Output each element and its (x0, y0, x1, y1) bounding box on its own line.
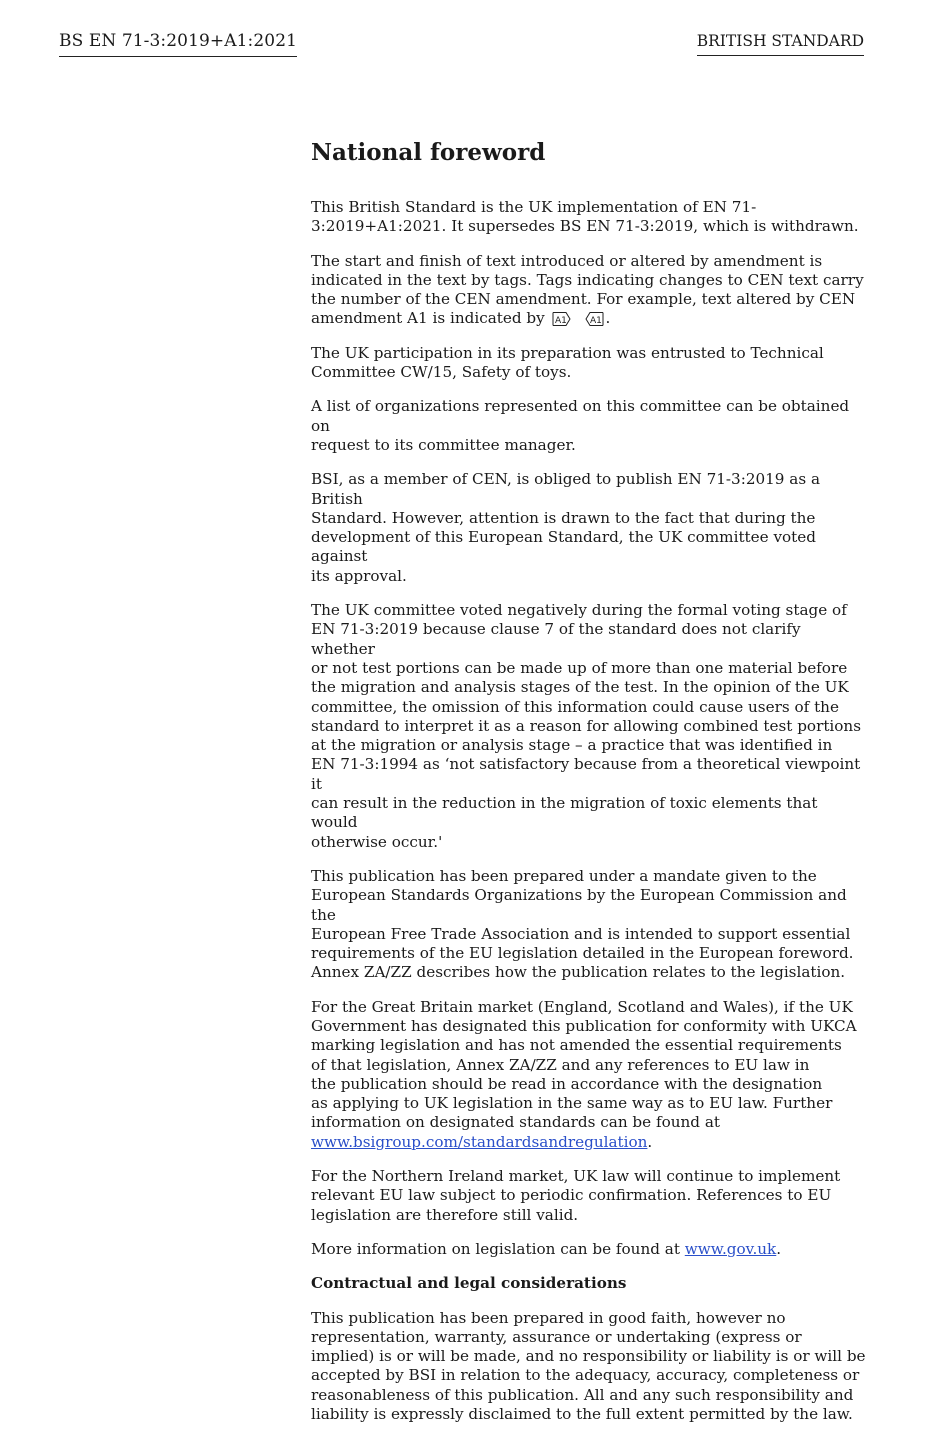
paragraph-implementation: This British Standard is the UK implementation of EN 71- 3:2019+A1:2021. It supersedes BS EN 71-3:2019, which is withdrawn. (311, 198, 859, 236)
amendment-tags-end: . (605, 309, 611, 328)
great-britain-end: . (647, 1132, 653, 1151)
page-title: National foreword (311, 139, 546, 166)
amendment-tags-text: The start and finish of text introduced or altered by amendment is indicated in the text by tags. Tags indicating changes to CEN text carry the number of the CEN amendment. For example, text altered by CEN amendment A1 is indicated by (311, 251, 864, 328)
paragraph-legislation-info (311, 1240, 867, 1259)
amendment-start-tag-icon (552, 312, 572, 326)
standard-type-header: BRITISH STANDARD (697, 32, 864, 56)
legislation-info-end: . (776, 1239, 782, 1258)
paragraph-negative-vote: The UK committee voted negatively during the formal voting stage of EN 71-3:2019 because clause 7 of the standard does not clarify whether or not test portions can be made up of more than one material before the migration and analysis stages of the test. In the opinion of the UK committee, the omission of this information could cause users of the standard to interpret it as a reason for allowing combined test portions at the migration or analysis stage – a practice that was identified in EN 71-3:1994 as ‘not satisfactory because from a theoretical viewpoint it can result in the reduction in the migration of toxic elements that would otherwise occur.' (311, 601, 862, 851)
legislation-info-text: More information on legislation can be found at (311, 1239, 685, 1258)
standard-number-header: BS EN 71-3:2019+A1:2021 (59, 31, 297, 57)
paragraph-disclaimer: This publication has been prepared in good faith, however no representation, warranty, assurance or undertaking (express or implied) is or will be made, and no responsibility or liability is or will be accepted by BSI in relation to the adequacy, accuracy, completeness or reasonableness of this publication. All and any such responsibility and liability is expressly disclaimed to the full extent permitted by the law. (311, 1308, 866, 1424)
end-tag-label: A1 (589, 316, 602, 327)
bsigroup-link[interactable]: www.bsigroup.com/standardsandregulation (311, 1132, 648, 1151)
paragraph-great-britain (311, 998, 867, 1152)
start-tag-label: A1 (554, 316, 567, 327)
paragraph-mandate: This publication has been prepared under a mandate given to the European Standards Organizations by the European Commission and the European Free Trade Association and is intended to support essential requirements of the EU legislation detailed in the European foreword. Annex ZA/ZZ describes how the publication relates to the legislation. (311, 866, 854, 982)
amendment-end-tag-icon (582, 312, 604, 326)
foreword-content (311, 138, 867, 1439)
great-britain-text: For the Great Britain market (England, Scotland and Wales), if the UK Government has designated this publication for conformity with UKCA marking legislation and has not amended the essential requirements of that legislation, Annex ZA/ZZ and any references to EU law in the publication should be read in accordance with the designation as applying to UK legislation in the same way as to EU law. Further information on designated standards can be found at (311, 997, 857, 1132)
paragraph-amendment-tags (311, 252, 867, 329)
paragraph-committee: The UK participation in its preparation was entrusted to Technical Committee CW/15, Safety of toys. (311, 343, 824, 382)
paragraph-northern-ireland: For the Northern Ireland market, UK law will continue to implement relevant EU law subject to periodic confirmation. References to EU legislation are therefore still valid. (311, 1167, 841, 1224)
gov-uk-link[interactable]: www.gov.uk (684, 1239, 777, 1258)
paragraph-organizations: A list of organizations represented on this committee can be obtained on request to its committee manager. (311, 397, 850, 454)
contractual-heading: Contractual and legal considerations (311, 1274, 627, 1293)
paragraph-bsi-obligation: BSI, as a member of CEN, is obliged to publish EN 71-3:2019 as a British Standard. However, attention is drawn to the fact that during the development of this European Standard, the UK committee voted against its approval. (311, 470, 821, 585)
